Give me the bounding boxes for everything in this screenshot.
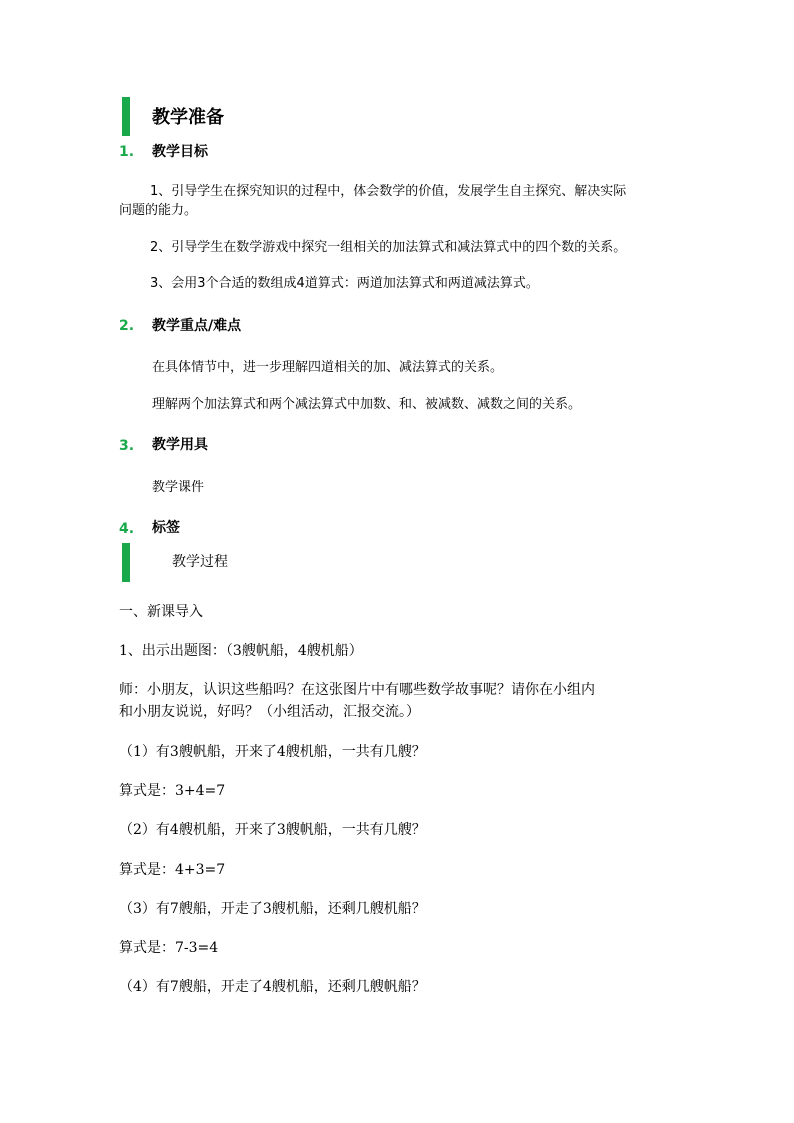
process-line-10: 算式是：7-3=4: [119, 940, 219, 956]
section-4-number: 4.: [119, 521, 135, 537]
section-1-number: 1.: [119, 144, 135, 160]
process-line-4: 和小朋友说说，好吗？（小组活动，汇报交流。）: [119, 704, 420, 720]
process-line-3: 师：小朋友，认识这些船吗？在这张图片中有哪些数学故事呢？请你在小组内: [119, 682, 595, 698]
section-1-title: 教学目标: [152, 144, 208, 160]
process-line-9: （3）有7艘船，开走了3艘机船，还剩几艘机船？: [119, 901, 426, 917]
key-point-2: 理解两个加法算式和两个减法算式中加数、和、被减数、减数之间的关系。: [152, 397, 582, 412]
process-line-7: （2）有4艘机船，开来了3艘帆船，一共有几艘？: [119, 822, 426, 838]
process-line-2: 1、出示出题图：（3艘帆船，4艘机船）: [119, 643, 363, 659]
goal-3: 3、会用3个合适的数组成4道算式：两道加法算式和两道减法算式。: [150, 276, 539, 291]
process-line-6: 算式是：3+4=7: [119, 783, 226, 799]
section-2-title: 教学重点/难点: [152, 318, 242, 334]
process-line-1: 一、新课导入: [119, 604, 203, 620]
heading-accent-bar: [122, 97, 130, 136]
goal-2: 2、引导学生在数学游戏中探究一组相关的加法算式和减法算式中的四个数的关系。: [150, 240, 627, 255]
page-heading: 教学准备: [152, 107, 224, 128]
tools-text: 教学课件: [152, 480, 205, 495]
section-3-title: 教学用具: [152, 437, 208, 453]
section-3-number: 3.: [119, 438, 135, 454]
goal-1-line-2: 问题的能力。: [119, 203, 198, 218]
section-2-number: 2.: [119, 318, 135, 334]
process-heading: 教学过程: [172, 554, 228, 570]
process-accent-bar: [122, 543, 130, 582]
section-4-title: 标签: [152, 520, 180, 536]
process-line-8: 算式是：4+3=7: [119, 862, 226, 878]
process-line-11: （4）有7艘船，开走了4艘机船，还剩几艘帆船？: [119, 979, 426, 995]
key-point-1: 在具体情节中，进一步理解四道相关的加、减法算式的关系。: [152, 360, 504, 375]
goal-1-line-1: 1、引导学生在探究知识的过程中，体会数学的价值，发展学生自主探究、解决实际: [150, 184, 627, 199]
process-line-5: （1）有3艘帆船，开来了4艘机船，一共有几艘？: [119, 744, 426, 760]
